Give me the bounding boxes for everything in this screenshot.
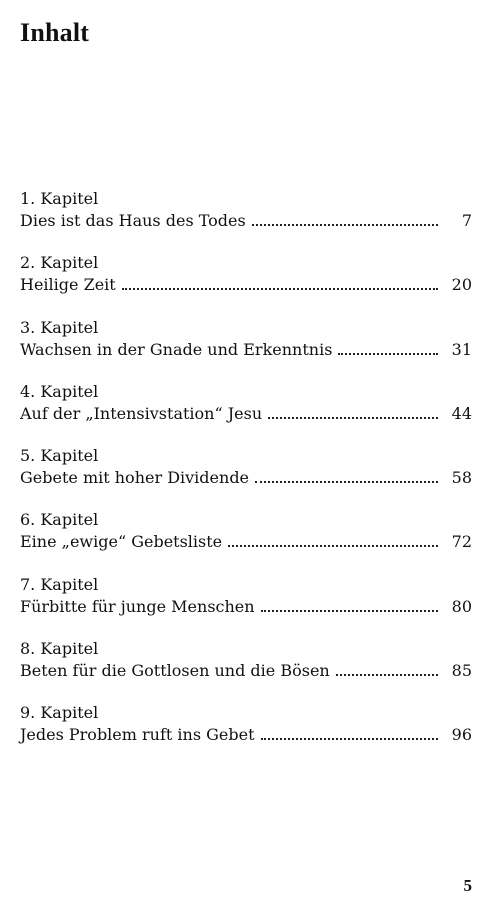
toc-entry xyxy=(20,702,472,766)
chapter-title: Heilige Zeit xyxy=(20,275,116,295)
toc-line xyxy=(20,724,472,746)
chapter-label: 2. Kapitel xyxy=(20,253,99,273)
chapter-label: 9. Kapitel xyxy=(20,703,99,723)
page-title: Inhalt xyxy=(20,18,90,47)
toc-line xyxy=(20,339,472,361)
chapter-label: 5. Kapitel xyxy=(20,446,99,466)
chapter-title: Gebete mit hoher Dividende xyxy=(20,468,250,488)
chapter-title: Eine „ewige“ Gebetsliste xyxy=(20,532,223,552)
toc-entry xyxy=(20,445,472,509)
chapter-label: 6. Kapitel xyxy=(20,510,99,530)
toc-entry xyxy=(20,317,472,381)
page-ref: 85 xyxy=(451,661,472,681)
page-ref: 44 xyxy=(451,403,472,423)
toc-entry xyxy=(20,188,472,252)
page-ref: 96 xyxy=(451,725,472,745)
page-ref: 31 xyxy=(451,339,472,359)
toc-entry xyxy=(20,574,472,638)
dot-leader xyxy=(261,610,438,612)
chapter-title: Beten für die Gottlosen und die Bösen xyxy=(20,661,330,681)
dot-leader xyxy=(255,481,438,483)
dot-leader xyxy=(338,353,438,355)
toc-line xyxy=(20,531,472,553)
toc-entry xyxy=(20,252,472,316)
chapter-label: 8. Kapitel xyxy=(20,639,99,659)
toc-entry xyxy=(20,638,472,702)
page-ref: 58 xyxy=(451,468,472,488)
page-ref: 7 xyxy=(461,211,472,230)
dot-leader xyxy=(261,738,438,740)
table-of-contents xyxy=(20,188,472,767)
toc-line xyxy=(20,596,472,618)
toc-line xyxy=(20,210,472,232)
chapter-label: 3. Kapitel xyxy=(20,317,99,337)
dot-leader xyxy=(252,224,438,226)
page-ref: 20 xyxy=(451,275,472,295)
toc-entry xyxy=(20,509,472,573)
chapter-title: Dies ist das Haus des Todes xyxy=(20,211,246,230)
chapter-title: Jedes Problem ruft ins Gebet xyxy=(20,725,255,745)
toc-entry xyxy=(20,381,472,445)
page-number: 5 xyxy=(463,876,472,895)
toc-line xyxy=(20,467,472,489)
toc-line xyxy=(20,274,472,296)
dot-leader xyxy=(268,417,438,419)
page-ref: 80 xyxy=(451,596,472,616)
chapter-label: 7. Kapitel xyxy=(20,574,99,594)
chapter-title: Auf der „Intensivstation“ Jesu xyxy=(20,403,263,423)
toc-line xyxy=(20,403,472,425)
chapter-label: 1. Kapitel xyxy=(20,189,99,208)
chapter-title: Fürbitte für junge Menschen xyxy=(20,596,255,616)
dot-leader xyxy=(228,545,438,547)
dot-leader xyxy=(336,674,438,676)
page-ref: 72 xyxy=(451,532,472,552)
toc-line xyxy=(20,660,472,682)
chapter-title: Wachsen in der Gnade und Erkenntnis xyxy=(20,339,333,359)
chapter-label: 4. Kapitel xyxy=(20,381,99,401)
dot-leader xyxy=(122,288,438,290)
